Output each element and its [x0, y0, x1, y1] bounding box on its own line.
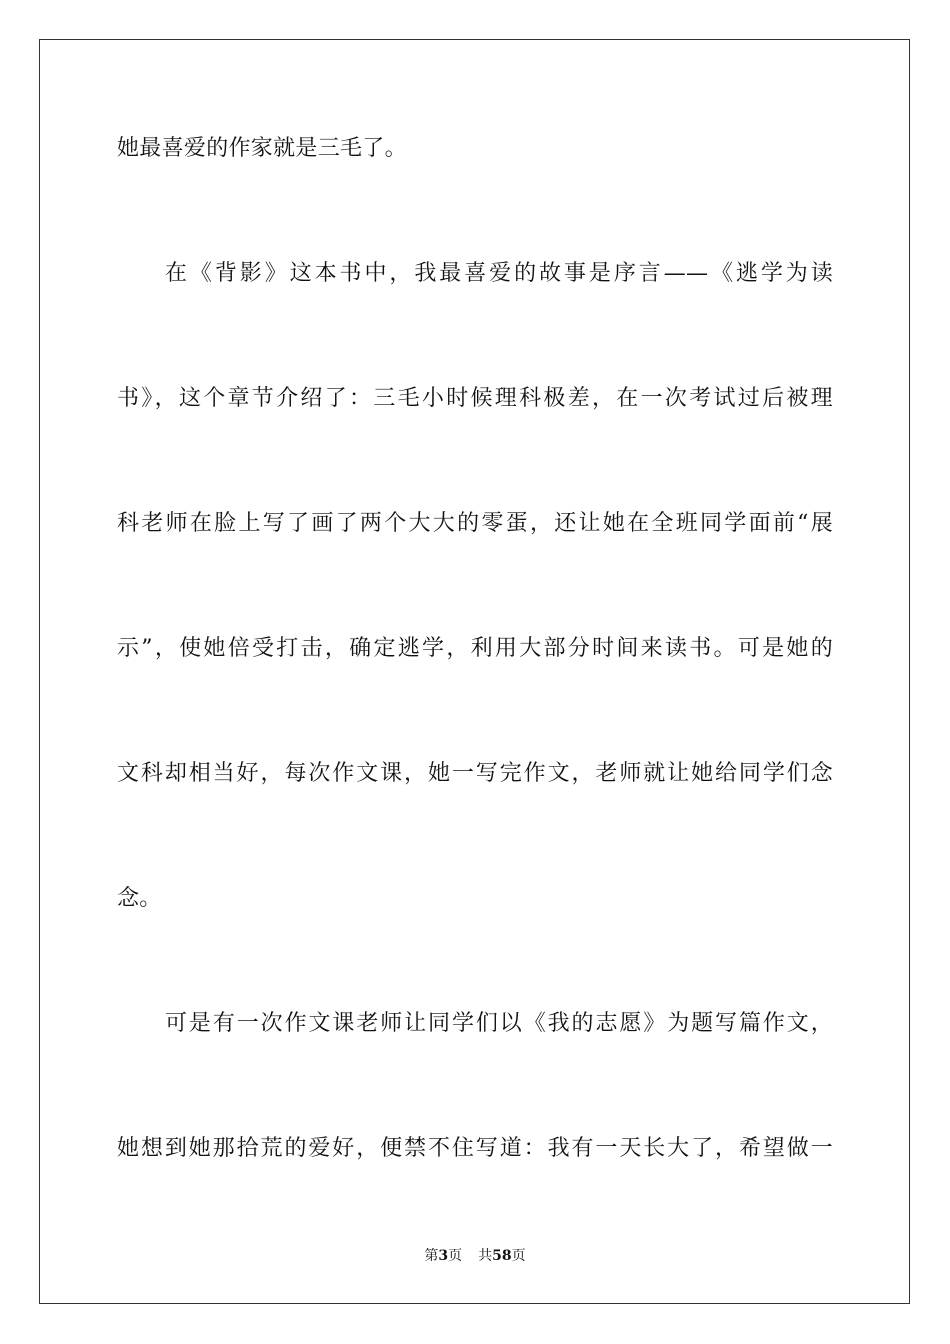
page-border: [39, 39, 910, 1304]
text-line: 示”，使她倍受打击，确定逃学，利用大部分时间来读书。可是她的: [117, 636, 833, 661]
page-number: 3: [438, 1248, 449, 1264]
paragraph-first-line: 可是有一次作文课老师让同学们以《我的志愿》为题写篇作文，: [165, 1011, 833, 1036]
text-line: 科老师在脸上写了画了两个大大的零蛋，还让她在全班同学面前“展: [117, 511, 833, 536]
page-suffix: 页: [448, 1248, 463, 1264]
text-line: 书》，这个章节介绍了：三毛小时候理科极差，在一次考试过后被理: [117, 386, 833, 411]
text-line: 她最喜爱的作家就是三毛了。: [117, 136, 407, 161]
text-line: 她想到她那拾荒的爱好，便禁不住写道：我有一天长大了，希望做一: [117, 1136, 833, 1161]
total-prefix: 共: [478, 1248, 493, 1264]
page-footer: [0, 1247, 950, 1265]
text-line: 文科却相当好，每次作文课，她一写完作文，老师就让她给同学们念: [117, 761, 833, 786]
paragraph-first-line: 在《背影》这本书中，我最喜爱的故事是序言——《逃学为读: [165, 261, 833, 286]
total-suffix: 页: [511, 1248, 526, 1264]
page-prefix: 第: [424, 1248, 439, 1264]
total-pages: 58: [492, 1248, 512, 1264]
text-line: 念。: [117, 886, 162, 911]
